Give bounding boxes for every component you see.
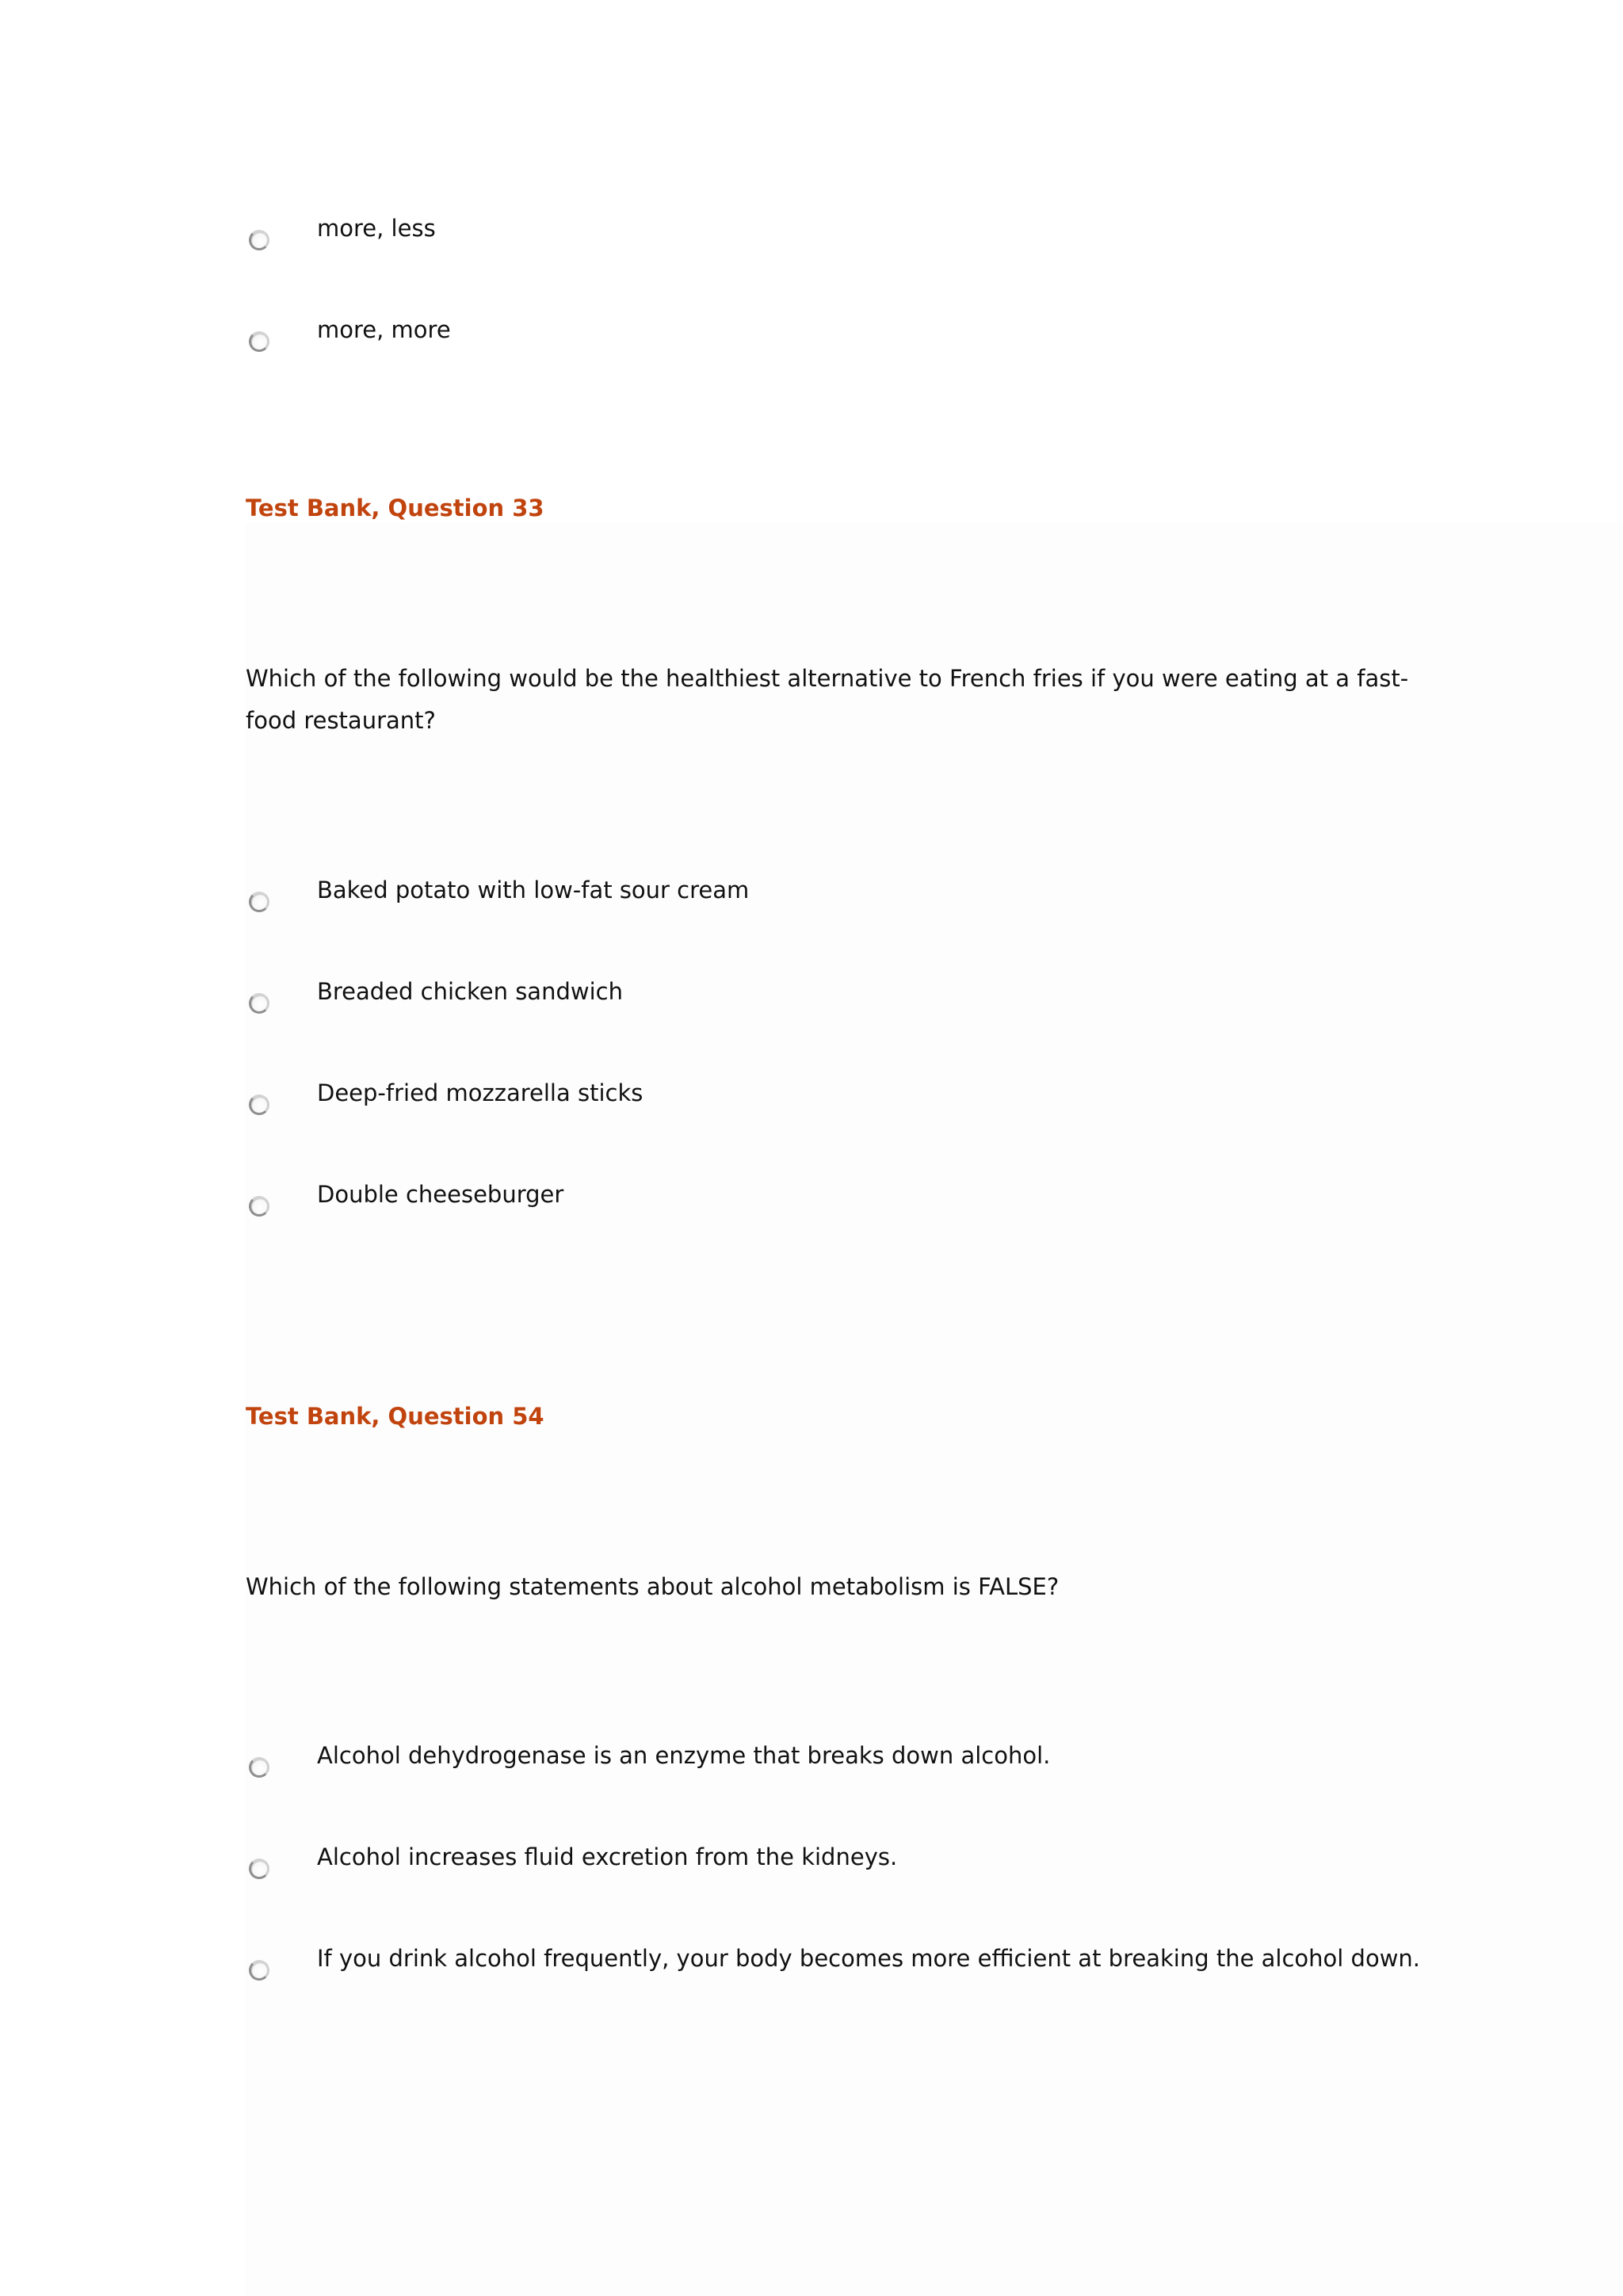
- radio-button-icon[interactable]: [249, 1095, 269, 1115]
- radio-button-icon[interactable]: [249, 1196, 269, 1217]
- answer-option[interactable]: [246, 874, 1514, 930]
- answer-option-label: more, less: [317, 215, 436, 242]
- answer-option-label: Deep-fried mozzarella sticks: [317, 1079, 643, 1106]
- answer-option[interactable]: [246, 1841, 1514, 1897]
- answer-option[interactable]: [246, 1179, 1514, 1234]
- answer-option-label: more, more: [317, 316, 451, 343]
- question-text: Which of the following statements about alcohol metabolism is FALSE?: [246, 1573, 1060, 1600]
- question-text: Which of the following would be the healthiest alternative to French fries if you were eating at a fast-food restaurant?: [246, 665, 1409, 734]
- answer-option[interactable]: [246, 1740, 1514, 1795]
- radio-button-icon[interactable]: [249, 892, 269, 912]
- answer-option-label: If you drink alcohol frequently, your body becomes more efficient at breaking the alcohol down.: [317, 1945, 1421, 1972]
- radio-button-icon[interactable]: [249, 993, 269, 1014]
- question-title: Test Bank, Question 54: [246, 1403, 544, 1430]
- answer-option[interactable]: [246, 212, 1514, 268]
- radio-button-icon[interactable]: [249, 1757, 269, 1778]
- answer-option-label: Alcohol increases fluid excretion from the kidneys.: [317, 1843, 898, 1870]
- answer-option[interactable]: [246, 976, 1514, 1031]
- answer-option[interactable]: [246, 1077, 1514, 1133]
- answer-option-label: Alcohol dehydrogenase is an enzyme that breaks down alcohol.: [317, 1742, 1051, 1769]
- question-title: Test Bank, Question 33: [246, 495, 544, 521]
- radio-button-icon[interactable]: [249, 1859, 269, 1879]
- answer-option-label: Double cheeseburger: [317, 1181, 564, 1208]
- answer-option-label: Breaded chicken sandwich: [317, 978, 623, 1005]
- radio-button-icon[interactable]: [249, 230, 269, 250]
- answer-option[interactable]: [246, 1943, 1514, 1998]
- answer-option[interactable]: [246, 314, 1514, 369]
- radio-button-icon[interactable]: [249, 331, 269, 352]
- radio-button-icon[interactable]: [249, 1960, 269, 1981]
- answer-option-label: Baked potato with low-fat sour cream: [317, 877, 750, 904]
